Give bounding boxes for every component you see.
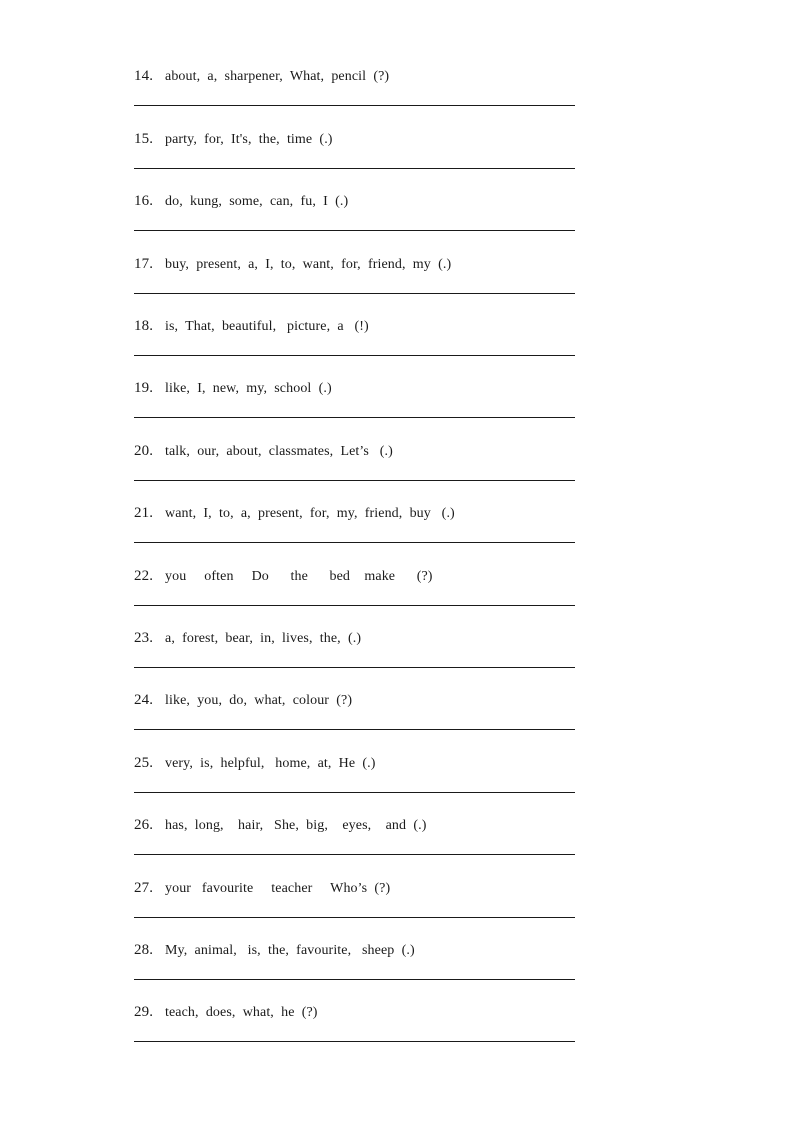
answer-line[interactable]: [134, 105, 575, 106]
question-25: [134, 754, 575, 816]
question-number: 15.: [134, 131, 154, 147]
answer-line[interactable]: [134, 293, 575, 294]
question-text: [134, 816, 426, 835]
question-21: [134, 504, 575, 566]
question-words: you often Do the bed make (?): [165, 569, 433, 584]
question-14: [134, 67, 575, 129]
question-19: [134, 379, 575, 441]
question-number: 19.: [134, 380, 154, 396]
question-number: 24.: [134, 692, 154, 708]
question-24: [134, 691, 575, 753]
answer-line[interactable]: [134, 355, 575, 356]
question-words: do, kung, some, can, fu, I (.): [165, 194, 349, 209]
question-number: 29.: [134, 1004, 154, 1020]
question-28: [134, 941, 575, 1003]
question-number: 14.: [134, 68, 154, 84]
question-words: has, long, hair, She, big, eyes, and (.): [165, 818, 427, 833]
question-text: [134, 130, 333, 149]
answer-line[interactable]: [134, 1041, 575, 1042]
answer-line[interactable]: [134, 792, 575, 793]
question-text: [134, 317, 369, 336]
question-18: [134, 317, 575, 379]
question-text: [134, 629, 361, 648]
question-text: [134, 379, 332, 398]
answer-line[interactable]: [134, 605, 575, 606]
answer-line[interactable]: [134, 667, 575, 668]
question-number: 27.: [134, 880, 154, 896]
question-number: 28.: [134, 942, 154, 958]
question-number: 17.: [134, 256, 154, 272]
question-number: 21.: [134, 505, 154, 521]
answer-line[interactable]: [134, 480, 575, 481]
question-words: want, I, to, a, present, for, my, friend, buy (.): [165, 506, 455, 521]
question-words: your favourite teacher Who’s (?): [165, 881, 391, 896]
question-words: My, animal, is, the, favourite, sheep (.): [165, 943, 415, 958]
question-text: [134, 941, 415, 960]
answer-line[interactable]: [134, 417, 575, 418]
question-words: about, a, sharpener, What, pencil (?): [165, 69, 390, 84]
question-words: a, forest, bear, in, lives, the, (.): [165, 631, 362, 646]
question-number: 16.: [134, 193, 154, 209]
question-number: 26.: [134, 817, 154, 833]
question-17: [134, 255, 575, 317]
answer-line[interactable]: [134, 230, 575, 231]
answer-line[interactable]: [134, 729, 575, 730]
question-22: [134, 567, 575, 629]
question-20: [134, 442, 575, 504]
question-27: [134, 879, 575, 941]
question-text: [134, 67, 389, 86]
answer-line[interactable]: [134, 979, 575, 980]
question-words: very, is, helpful, home, at, He (.): [165, 756, 376, 771]
question-text: [134, 879, 390, 898]
question-text: [134, 192, 348, 211]
question-words: like, I, new, my, school (.): [165, 381, 332, 396]
question-number: 22.: [134, 568, 154, 584]
question-words: teach, does, what, he (?): [165, 1005, 318, 1020]
question-text: [134, 442, 393, 461]
question-text: [134, 255, 451, 274]
question-29: [134, 1003, 575, 1065]
answer-line[interactable]: [134, 168, 575, 169]
question-text: [134, 754, 376, 773]
answer-line[interactable]: [134, 542, 575, 543]
question-words: buy, present, a, I, to, want, for, friend, my (.): [165, 257, 452, 272]
question-number: 18.: [134, 318, 154, 334]
question-23: [134, 629, 575, 691]
question-number: 23.: [134, 630, 154, 646]
question-words: is, That, beautiful, picture, a (!): [165, 319, 369, 334]
answer-line[interactable]: [134, 854, 575, 855]
question-text: [134, 504, 455, 523]
question-text: [134, 567, 433, 586]
question-15: [134, 130, 575, 192]
question-number: 20.: [134, 443, 154, 459]
question-words: party, for, It's, the, time (.): [165, 132, 333, 147]
question-text: [134, 691, 352, 710]
question-words: talk, our, about, classmates, Let’s (.): [165, 444, 393, 459]
question-26: [134, 816, 575, 878]
question-number: 25.: [134, 755, 154, 771]
answer-line[interactable]: [134, 917, 575, 918]
question-words: like, you, do, what, colour (?): [165, 693, 353, 708]
question-16: [134, 192, 575, 254]
question-text: [134, 1003, 318, 1022]
